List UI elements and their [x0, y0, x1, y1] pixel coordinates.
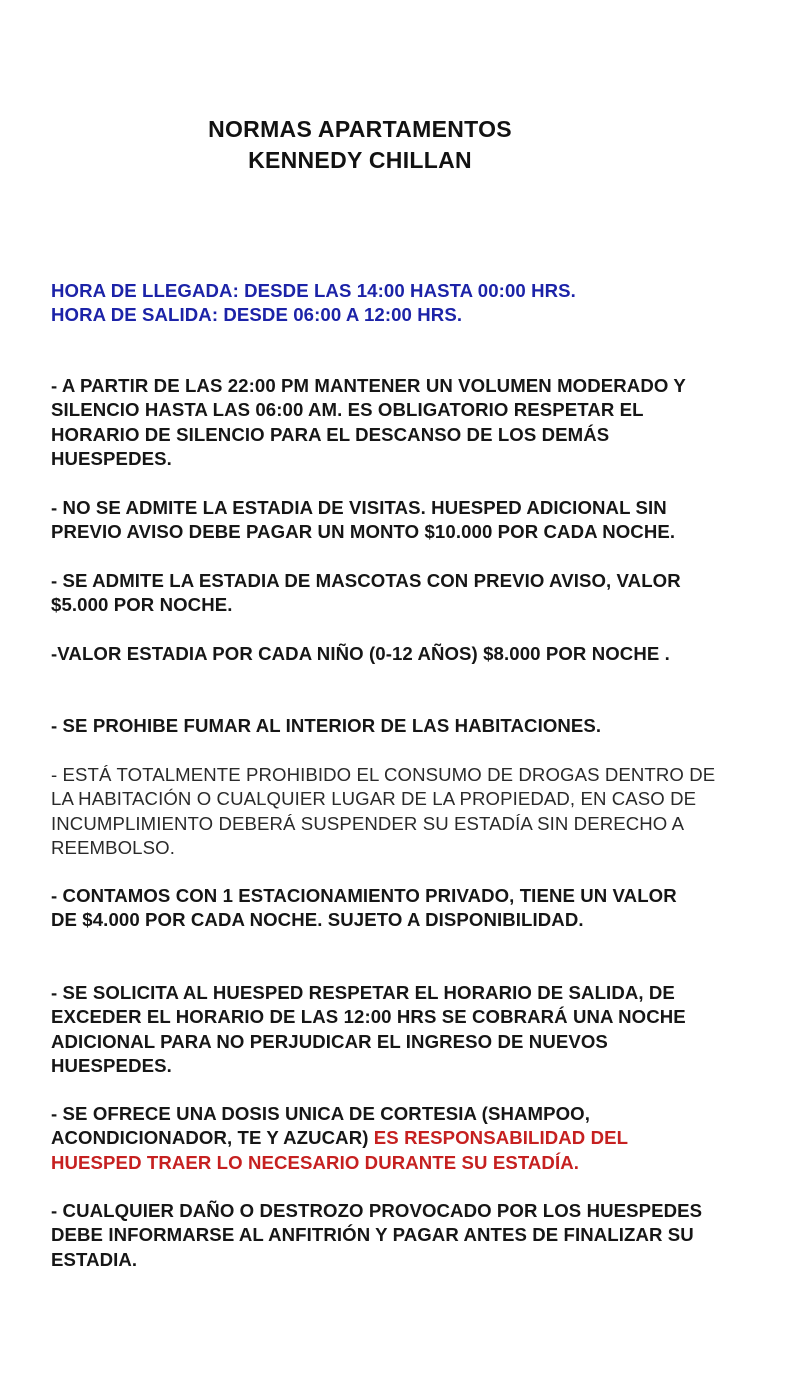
rule-line: LA HABITACIÓN O CUALQUIER LUGAR DE LA PROPIEDAD, EN CASO DE: [51, 788, 697, 810]
rule-line: ADICIONAL PARA NO PERJUDICAR EL INGRESO DE NUEVOS: [51, 1030, 608, 1052]
rule-line: EXCEDER EL HORARIO DE LAS 12:00 HRS SE COBRARÁ UNA NOCHE: [51, 1006, 686, 1028]
rule-line: PREVIO AVISO DEBE PAGAR UN MONTO $10.000 POR CADA NOCHE.: [51, 521, 676, 543]
rule-line: - ESTÁ TOTALMENTE PROHIBIDO EL CONSUMO DE DROGAS DENTRO DE: [51, 764, 716, 785]
rule-line: - SE OFRECE UNA DOSIS UNICA DE CORTESIA (SHAMPOO,: [51, 1103, 590, 1124]
rule-line: REEMBOLSO.: [51, 836, 175, 858]
rule-line-mixed: [51, 1126, 751, 1150]
rule-checkout: [51, 981, 751, 1078]
courtesy-items-text: ACONDICIONADOR, TE Y AZUCAR): [51, 1127, 374, 1149]
responsibility-warning: ES RESPONSABILIDAD DEL: [373, 1127, 629, 1149]
rule-line: $5.000 POR NOCHE.: [51, 594, 233, 616]
document-title: [160, 114, 560, 176]
rule-smoking: [51, 714, 751, 738]
rule-line: - CONTAMOS CON 1 ESTACIONAMIENTO PRIVADO, TIENE UN VALOR: [51, 885, 677, 906]
rule-children: [51, 642, 751, 666]
rule-line: DE $4.000 POR CADA NOCHE. SUJETO A DISPONIBILIDAD.: [51, 909, 584, 931]
rule-drugs: [51, 763, 751, 860]
rule-parking: [51, 884, 751, 933]
rule-toiletries: [51, 1102, 751, 1175]
rule-line: HUESPEDES.: [51, 447, 172, 469]
rule-line: HORARIO DE SILENCIO PARA EL DESCANSO DE LOS DEMÁS: [51, 423, 610, 445]
rule-damages: [51, 1199, 751, 1272]
rule-quiet-hours: [51, 374, 751, 471]
rule-line: DEBE INFORMARSE AL ANFITRIÓN Y PAGAR ANTES DE FINALIZAR SU: [51, 1224, 694, 1246]
title-line-1: NORMAS APARTAMENTOS: [208, 116, 512, 142]
checkin-time: HORA DE LLEGADA: DESDE LAS 14:00 HASTA 00:00 HRS.: [51, 280, 576, 301]
rule-line: - SE SOLICITA AL HUESPED RESPETAR EL HORARIO DE SALIDA, DE: [51, 982, 675, 1003]
responsibility-warning: HUESPED TRAER LO NECESARIO DURANTE SU ESTADÍA.: [51, 1151, 580, 1173]
rule-line: HUESPEDES.: [51, 1054, 172, 1076]
rule-line: SILENCIO HASTA LAS 06:00 AM. ES OBLIGATORIO RESPETAR EL: [51, 399, 644, 421]
rule-line: - CUALQUIER DAÑO O DESTROZO PROVOCADO POR LOS HUESPEDES: [51, 1200, 703, 1221]
title-line-2: KENNEDY CHILLAN: [248, 147, 472, 173]
schedule-block: [51, 279, 751, 328]
rule-line: -VALOR ESTADIA POR CADA NIÑO (0-12 AÑOS) $8.000 POR NOCHE .: [51, 643, 670, 664]
rule-line: INCUMPLIMIENTO DEBERÁ SUSPENDER SU ESTADÍA SIN DERECHO A: [51, 812, 685, 834]
rule-line: ESTADIA.: [51, 1248, 138, 1270]
rule-line: - A PARTIR DE LAS 22:00 PM MANTENER UN VOLUMEN MODERADO Y: [51, 375, 686, 396]
checkout-time: HORA DE SALIDA: DESDE 06:00 A 12:00 HRS.: [51, 304, 463, 326]
rule-pets: [51, 569, 751, 618]
rule-line: - NO SE ADMITE LA ESTADIA DE VISITAS. HUESPED ADICIONAL SIN: [51, 497, 667, 518]
rule-line: - SE PROHIBE FUMAR AL INTERIOR DE LAS HABITACIONES.: [51, 715, 602, 736]
rule-visits: [51, 496, 751, 545]
rule-line: - SE ADMITE LA ESTADIA DE MASCOTAS CON PREVIO AVISO, VALOR: [51, 570, 681, 591]
